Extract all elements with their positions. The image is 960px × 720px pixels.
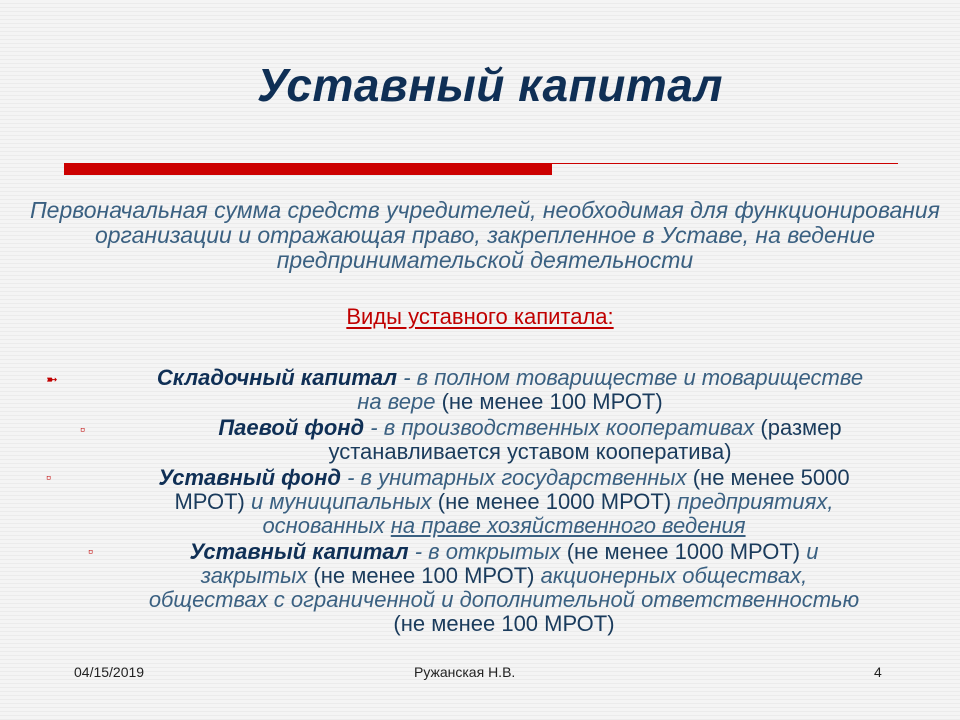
square-bullet-icon: ▫ (46, 469, 51, 485)
item-term: Складочный капитал (156, 365, 398, 390)
item-term: Уставный фонд (158, 465, 341, 490)
item-term: Паевой фонд (218, 415, 365, 440)
title-underline-thin (552, 163, 898, 164)
item-term: Уставный капитал (189, 539, 409, 564)
footer-date: 04/15/2019 (74, 664, 145, 680)
footer-author: Ружанская Н.В. (414, 664, 516, 680)
slide-title: Уставный капитал (257, 59, 723, 111)
title-underline-thick (64, 163, 552, 175)
definition-text: Первоначальная сумма средств учредителей, необходимая для функционирования организации и отражающая право, закрепленное в Уставе, на ведение предпринимательской деятельности (30, 197, 940, 273)
types-subheading: Виды уставного капитала: (346, 304, 614, 329)
list-item: Уставный капитал - в открытых (не менее 1000 МРОТ) и закрытых (не менее 100 МРОТ) акционерных обществах, обществах с ограниченной и дополнительной ответственностью (не менее 100 МРОТ) (148, 539, 860, 636)
list-item: Уставный фонд - в унитарных государственных (не менее 5000 МРОТ) и муниципальных (не менее 1000 МРОТ) предприятиях, основанных на праве хозяйственного ведения (158, 465, 850, 538)
arrow-bullet-icon: ➼ (46, 371, 58, 387)
square-bullet-icon: ▫ (88, 543, 93, 559)
square-bullet-icon: ▫ (80, 421, 85, 437)
list-item: Паевой фонд - в производственных кооперативах (размер устанавливается уставом кооператива) (218, 415, 842, 464)
footer-page-number: 4 (874, 664, 882, 680)
list-item: Складочный капитал - в полном товариществе и товариществе на вере (не менее 100 МРОТ) (156, 365, 864, 414)
